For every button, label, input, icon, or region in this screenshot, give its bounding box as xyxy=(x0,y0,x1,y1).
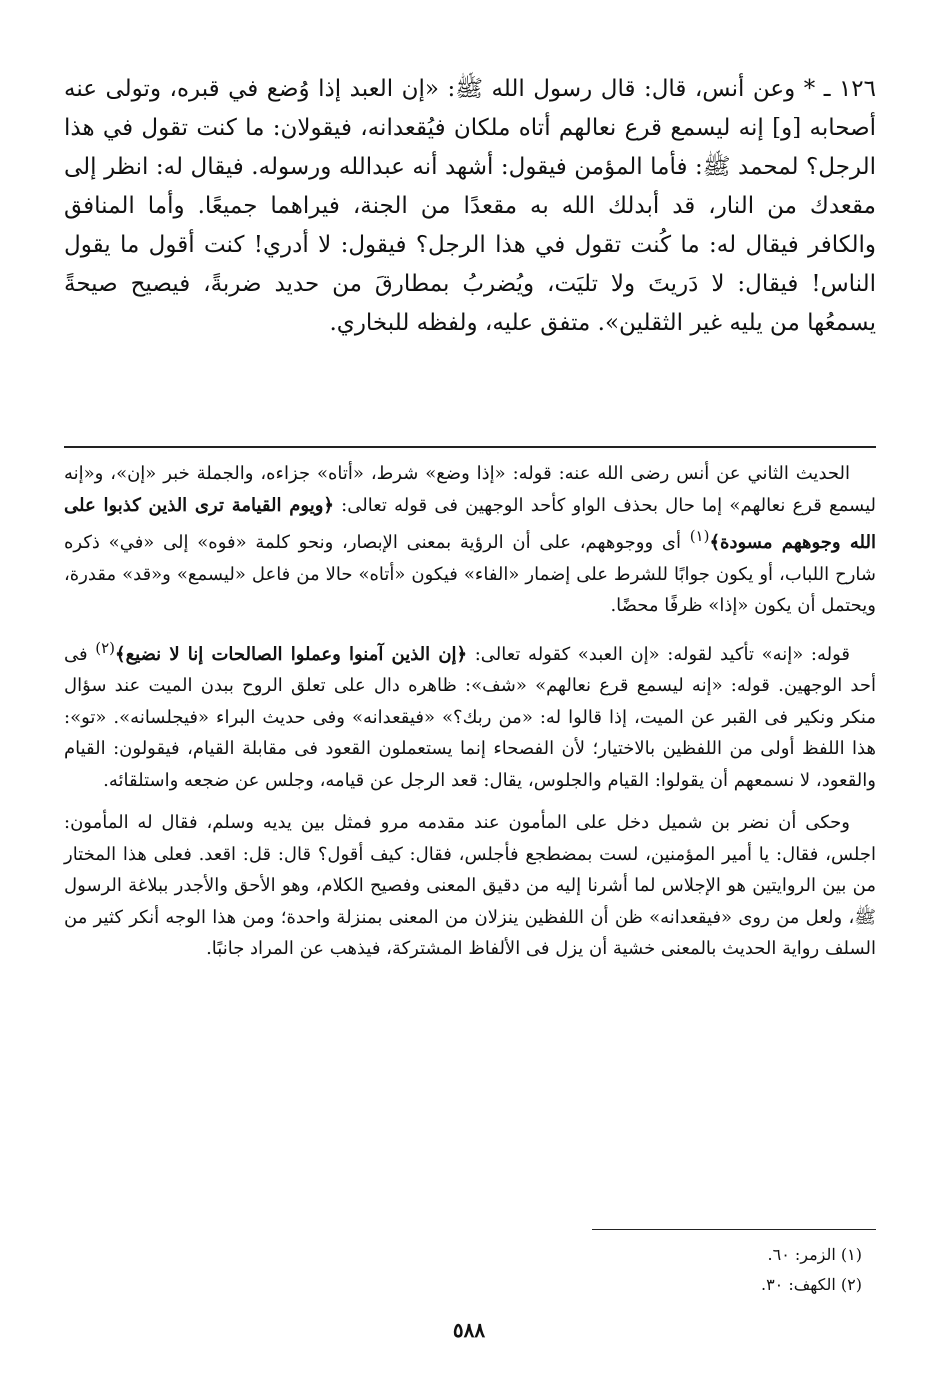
footnote-ref[interactable]: (١) xyxy=(689,527,710,545)
quran-verse: ﴿ويوم القيامة ترى الذين كذبوا على الله وجوههم مسودة﴾ xyxy=(64,494,876,553)
footnotes xyxy=(64,1240,876,1300)
commentary-text: أى ووجوههم، على أن الرؤية بمعنى الإبصار، ونحو كلمة «فوه» إلى «في» ذكره شارح اللباب، أو يكون جوابًا للشرط على إضمار «الفاء» فيكون «أتاه» حالا من فاعل «ليسمع» و«قد» مقدرة، ويحتمل أن يكون «إذا» ظرفًا محضًا. xyxy=(64,532,876,616)
page-number: ٥٨٨ xyxy=(452,1318,486,1342)
commentary-paragraph-1 xyxy=(64,458,876,622)
commentary-text: فى أحد الوجهين. قوله: «إنه ليسمع قرع نعالهم» «شف»: ظاهره دال على تعلق الروح ببدن الميت عند سؤال منكر ونكير فى القبر عن الميت، إذا قالوا له: «من ربك؟» «فيقعدانه» وفى حديث البراء «فيجلسانه». «تو»: هذا اللفظ أولى من اللفظين بالاختيار؛ لأن الفصحاء إنما يستعملون القعود فى مقابلة القيام، فيقولون: القيام والقعود، لا نسمعهم أن يقولوا: القيام والجلوس، يقال: قعد الرجل عن قيامه، وجلس عن ضجعه واستلقائه. xyxy=(64,643,876,791)
footnote-divider xyxy=(592,1229,876,1230)
commentary-section xyxy=(64,458,876,965)
commentary-paragraph-2 xyxy=(64,633,876,797)
commentary-paragraph-3: وحكى أن نضر بن شميل دخل على المأمون عند مقدمه مرو فمثل بين يديه وسلم، فقال له المأمون: اجلس، فقال: يا أمير المؤمنين، لست بمضطجع فأجلس، فقال: كيف أقول؟ قال: قل: اقعد. فعلى هذا المختار من بين الروايتين هو الإجلاس لما أشرنا إليه من دقيق المعنى وفصيح الكلام، وهو الأحق والأجدر ببلاغة الرسول ﷺ، ولعل من روى «فيقعدانه» ظن أن اللفظين ينزلان من المعنى بمنزلة واحدة؛ ومن هذا الوجه أنكر كثير من السلف رواية الحديث بالمعنى خشية أن يزل فى الألفاظ المشتركة، فيذهب عن المراد جانبًا. xyxy=(64,812,876,959)
commentary-text: الحديث الثاني عن أنس رضى الله عنه: قوله: «إذا وضع» شرط، «أتاه» جزاءه، والجملة خبر «إن»، و«إنه ليسمع قرع نعالهم» إما حال بحذف الواو كأحد الوجهين فى قوله تعالى: xyxy=(64,463,876,516)
section-divider xyxy=(64,446,876,448)
commentary-text: قوله: «إنه» تأكيد لقوله: «إن العبد» كقوله تعالى: xyxy=(467,643,850,665)
footnote-2: (٢) الكهف: ٣٠. xyxy=(760,1275,862,1294)
footnote-ref[interactable]: (٢) xyxy=(95,638,116,657)
footnote-1: (١) الزمر: ٦٠. xyxy=(767,1245,862,1264)
hadith-text: ١٢٦ ـ * وعن أنس، قال: قال رسول الله ﷺ: «إن العبد إذا وُضع في قبره، وتولى عنه أصحابه [و] إنه ليسمع قرع نعالهم أتاه ملكان فيُقعدانه، فيقولان: ما كنت تقول في هذا الرجل؟ لمحمد ﷺ: فأما المؤمن فيقول: أشهد أنه عبدالله ورسوله. فيقال له: انظر إلى مقعدك من النار، قد أبدلك الله به مقعدًا من الجنة، فيراهما جميعًا. وأما المنافق والكافر فيقال له: ما كُنت تقول في هذا الرجل؟ فيقول: لا أدري! كنت أقول ما يقول الناس! فيقال: لا دَريتَ ولا تليَت، ويُضربُ بمطارقَ من حديد ضربةً، فيصيح صيحةً يسمعُها من يليه غير الثقلين». متفق عليه، ولفظه للبخاري. xyxy=(64,76,876,336)
quran-verse: ﴿إن الذين آمنوا وعملوا الصالحات إنا لا نضيع﴾ xyxy=(115,643,468,665)
